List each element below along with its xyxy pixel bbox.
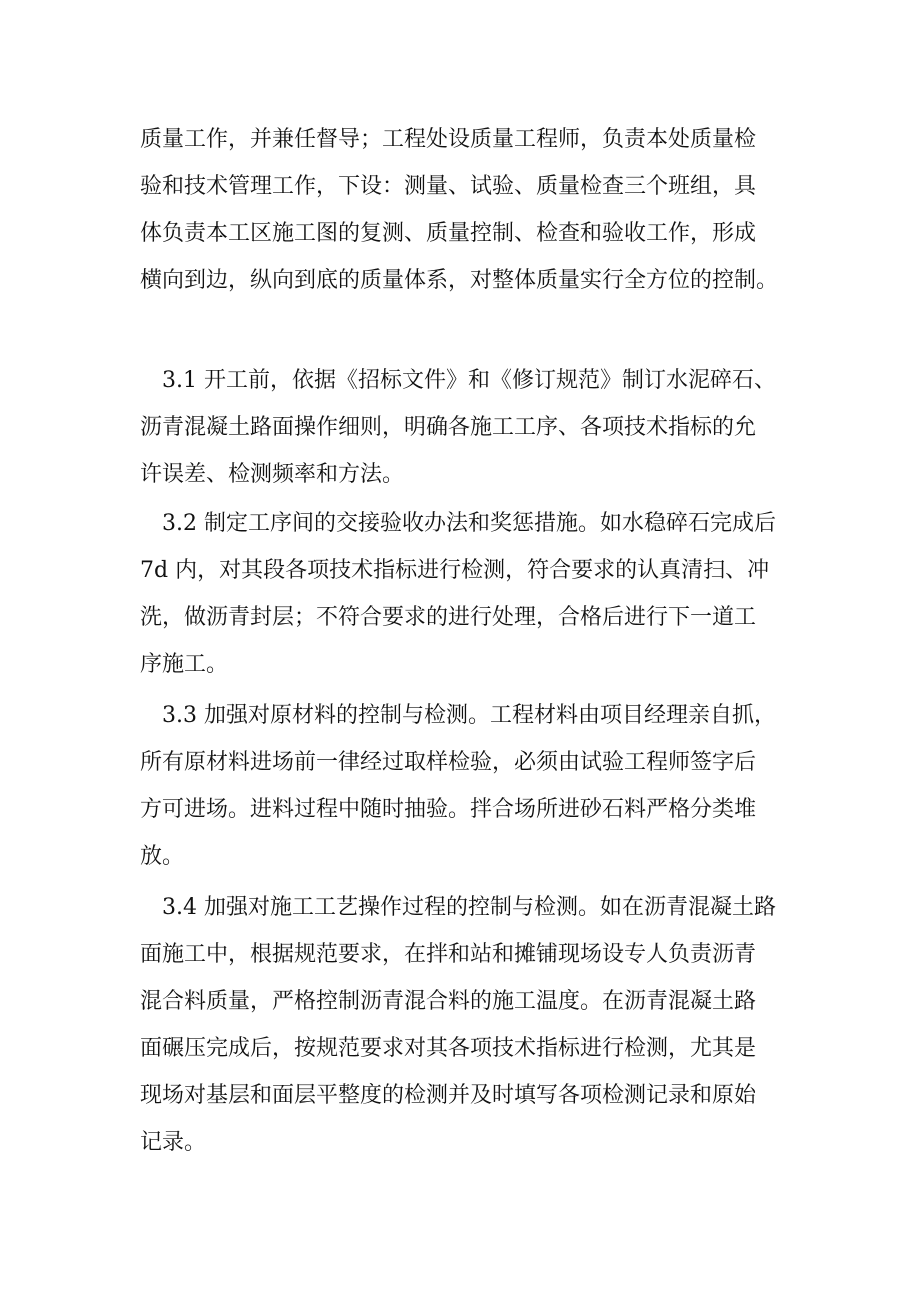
intro-line-4: 横向到边，纵向到底的质量体系，对整体质量实行全方位的控制。	[140, 268, 779, 293]
section-3-1-line-2: 沥青混凝土路面操作细则，明确各施工工序、各项技术指标的允	[140, 415, 757, 440]
intro-line-3: 体负责本工区施工图的复测、质量控制、检查和验收工作，形成	[140, 221, 757, 246]
section-3-2-line-1: 3.2 制定工序间的交接验收办法和奖惩措施。如水稳碎石完成后	[162, 511, 776, 536]
section-3-3-line-4: 放。	[140, 844, 185, 869]
section-3-2-line-3: 洗，做沥青封层；不符合要求的进行处理，合格后进行下一道工	[140, 605, 757, 630]
intro-line-2: 验和技术管理工作，下设：测量、试验、质量检查三个班组，具	[140, 174, 757, 199]
section-3-4-line-3: 混合料质量，严格控制沥青混合料的施工温度。在沥青混凝土路	[140, 989, 757, 1014]
section-3-2-line-4: 序施工。	[140, 652, 229, 677]
section-3-4-line-1: 3.4 加强对施工工艺操作过程的控制与检测。如在沥青混凝土路	[162, 895, 776, 920]
section-3-4-line-6: 记录。	[140, 1130, 207, 1155]
section-3-1-line-1: 3.1 开工前，依据《招标文件》和《修订规范》制订水泥碎石、	[162, 368, 776, 393]
section-3-4-line-2: 面施工中，根据规范要求，在拌和站和摊铺现场设专人负责沥青	[140, 942, 757, 967]
section-3-2-line-2: 7d 内，对其段各项技术指标进行检测，符合要求的认真清扫、冲	[140, 558, 770, 583]
section-3-4-line-4: 面碾压完成后，按规范要求对其各项技术指标进行检测，尤其是	[140, 1036, 757, 1061]
section-3-3-line-2: 所有原材料进场前一律经过取样检验，必须由试验工程师签字后	[140, 750, 757, 775]
section-3-1-line-3: 许误差、检测频率和方法。	[140, 462, 405, 487]
intro-line-1: 质量工作，并兼任督导；工程处设质量工程师，负责本处质量检	[140, 127, 757, 152]
section-3-4-line-5: 现场对基层和面层平整度的检测并及时填写各项检测记录和原始	[140, 1083, 757, 1108]
section-3-3-line-1: 3.3 加强对原材料的控制与检测。工程材料由项目经理亲自抓，	[162, 703, 776, 728]
section-3-3-line-3: 方可进场。进料过程中随时抽验。拌合场所进砂石料严格分类堆	[140, 797, 757, 822]
